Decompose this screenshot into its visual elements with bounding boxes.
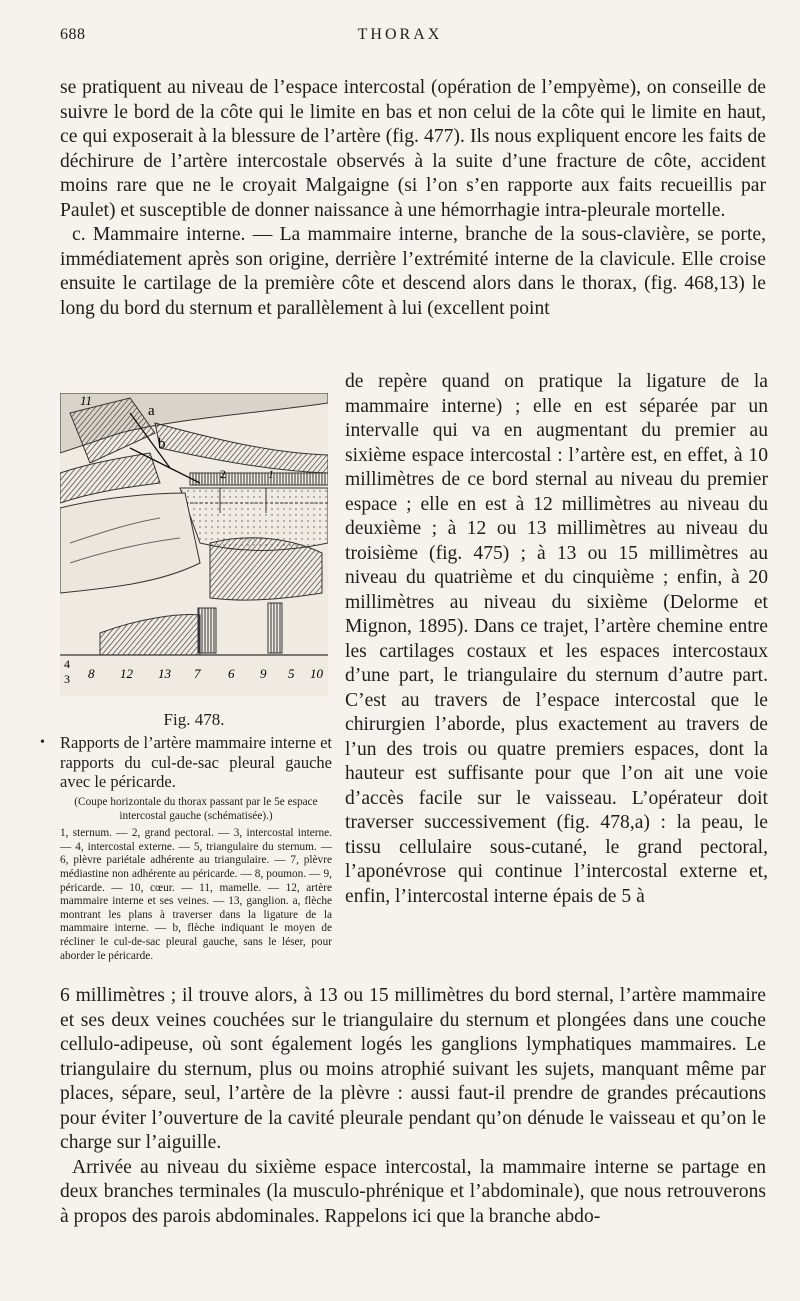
paragraph-2-lead: c. Mammaire interne. — La mammaire interne, branche de la sous-clavière, se porte, immédiatement après son origine, derrière l’extrémité interne de la clavicule. Elle croise ensuite le cartilage de la première côte et descend alors dans le thorax, (fig. 468,13) le long du bord du sternum et parallèlement à lui (excellent point [60,224,766,319]
page-header [0,24,800,48]
figure-caption: Rapports de l’artère mammaire interne et rapports du cul-de-sac pleural gauche avec le péricarde. [60,733,332,791]
label-11: 11 [80,393,93,408]
label-a: a [148,403,155,419]
label-3: 3 [64,672,70,686]
page-number: 688 [60,26,86,43]
thorax-section-drawing [60,393,328,696]
label-4: 4 [64,657,70,671]
figure-thorax-section [60,393,328,696]
paragraph-2-bottom: 6 millimètres ; il trouve alors, à 13 ou 15 millimètres du bord sternal, l’artère mammaire et ses deux veines couchées sur le triangulaire du sternum et plongées dans une couche cellulo-adipeuse, où sont également logés les ganglions lymphatiques mammaires. Le triangulaire du sternum, plus ou moins atrophié suivant les sujets, manquant même par places, sépare, seul, l’artère de la plèvre : aussi faut-il prendre de grandes précautions pour éviter l’ouverture de la cavité pleurale pendant qu’on dénude le vaisseau et qu’on le charge sur l’aiguille. [60,985,766,1153]
label-8: 8 [88,666,95,681]
text-side-column [345,370,768,909]
figure-subcaption-block [60,796,332,963]
label-b: b [158,436,166,452]
figure-number: Fig. 478. [163,710,225,729]
paragraph-2-side: de repère quand on pratique la ligature de la mammaire interne) ; elle en est séparée par un intervalle qui va en augmentant du premier au sixième espace intercostal : l’artère est, en effet, à 10 millimètres de ce bord sternal au niveau du premier espace ; elle en est à 12 millimètres au niveau du deuxième ; à 12 ou 13 millimètres au niveau du troisième (fig. 475) ; à 13 ou 15 millimètres au niveau du quatrième et du cinquième ; enfin, à 20 millimètres au niveau du sixième (Delorme et Mignon, 1895). Dans ce trajet, l’artère chemine entre les cartilages costaux et les espaces intercostaux d’une part, le triangulaire du sternum d’autre part. C’est au travers de l’espace intercostal que le chirurgien l’aborde, plus exactement au travers de l’un des trois ou quatre premiers espaces, dont la hauteur est suffisante pour que l’on ait une voie d’accès facile sur le vaisseau. L’opérateur doit traverser successivement (fig. 478,a) : la peau, le tissu cellulaire sous-cutané, le grand pectoral, l’aponévrose qui continue l’intercostal externe et, enfin, l’intercostal interne épais de 5 à [345,371,768,907]
label-7: 7 [194,666,201,681]
label-1: 1 [268,467,274,481]
figure-subcaption: (Coupe horizontale du thorax passant par le 5e espace intercostal gauche (schématisée).) [74,796,318,822]
figure-legend: 1, sternum. — 2, grand pectoral. — 3, intercostal interne. — 4, intercostal externe. — 5, triangulaire du sternum. — 6, plèvre pariétale adhérente au triangulaire. — 7, plèvre médiastine non adhérente au péricarde. — 8, poumon. — 9, péricarde. — 10, cœur. — 11, mamelle. — 12, artère mammaire interne et ses veines. — 13, ganglion. a, flèche montrant les plans à traverser dans la ligature de la mammaire interne. — b, flèche indiquant le moyen de récliner le cul-de-sac pleural gauche, sans le léser, pour aborder le péricarde. [60,827,332,962]
text-block-top [60,76,766,321]
label-13: 13 [158,666,171,681]
label-9: 9 [260,666,267,681]
running-title: THORAX [357,26,443,43]
label-2: 2 [220,467,226,481]
label-5: 5 [288,666,295,681]
label-10: 10 [310,666,323,681]
text-block-bottom [60,984,766,1229]
paragraph-1: se pratiquent au niveau de l’espace intercostal (opération de l’empyème), on conseille de suivre le bord de la côte qui le limite en bas et non celui de la côte qui le limite en haut, ce qui exposerait à la blessure de l’artère (fig. 477). Ils nous expliquent encore les faits de déchirure de l’artère intercostale observés à la suite d’une fracture de côte, accident moins rare que ne le croyait Malgaigne (si l’on s’en rapporte aux faits recueillis par Paulet) et susceptible de donner naissance à une hémorrhagie intra-pleurale mortelle. [60,77,766,221]
label-6: 6 [228,666,235,681]
paragraph-3: Arrivée au niveau du sixième espace intercostal, la mammaire interne se partage en deux branches terminales (la musculo-phrénique et l’abdominale), que nous retrouverons à propos des parois abdominales. Rappelons ici que la branche abdo- [60,1156,766,1227]
bullet-mark: • [40,735,45,750]
label-12: 12 [120,666,133,681]
